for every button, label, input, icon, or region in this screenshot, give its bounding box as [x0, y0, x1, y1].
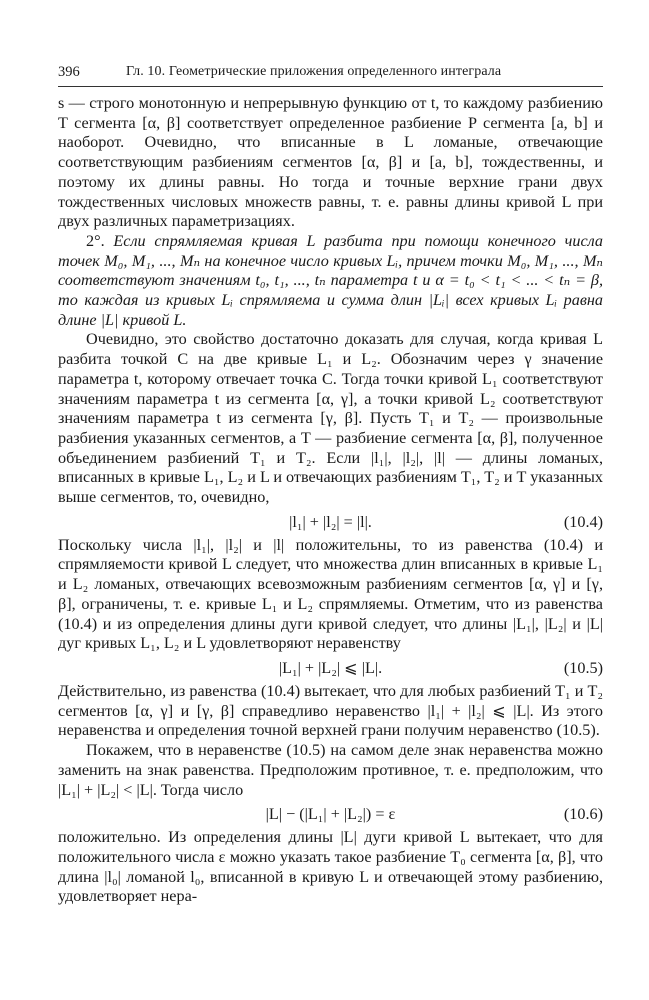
page-body	[58, 94, 603, 907]
equation-10-4	[58, 510, 603, 534]
paragraph-4: Поскольку числа |l₁|, |l₂| и |l| положительны, то из равенства (10.4) и спрямляемости кривой L следует, что множества длин вписанных в кривые L₁ и L₂ ломаных, отвечающих всевозможным разбиениям сегментов [α, γ] и [γ, β], ограничены, т. е. кривые L₁ и L₂ спрямляемы. Отметим, что из равенства (10.4) и из определения длины дуги кривой следует, что длины |L₁|, |L₂| и |L| дуг кривых L₁, L₂ и L удовлетворяют неравенству	[58, 535, 603, 653]
equation-number: (10.5)	[563, 658, 603, 677]
equation-10-5	[58, 656, 603, 680]
property-number: 2°.	[86, 231, 105, 250]
equation-number: (10.6)	[563, 805, 603, 824]
header-rule	[58, 86, 603, 87]
property-statement: Если спрямляемая кривая L разбита при помощи конечного числа точек M₀, M₁, ..., Mₙ на конечное число кривых Lᵢ, причем точки M₀, M₁, ..., Mₙ соответствуют значениям t₀, t₁, ..., tₙ параметра t и α = t₀ < t₁ < ... < tₙ = β, то каждая из кривых Lᵢ спрямляема и сумма длин |Lᵢ| всех кривых Lᵢ равна длине |L| кривой L.	[58, 231, 603, 329]
chapter-title: Гл. 10. Геометрические приложения определенного интеграла	[126, 64, 502, 79]
equation-formula: |L| − (|L₁| + |L₂|) = ε	[265, 805, 396, 824]
paragraph-6: Покажем, что в неравенстве (10.5) на самом деле знак неравенства можно заменить на знак равенства. Предположим противное, т. е. предположим, что |L₁| + |L₂| < |L|. Тогда число	[58, 741, 603, 799]
page-number: 396	[58, 64, 80, 80]
paragraph-1: s — строго монотонную и непрерывную функцию от t, то каждому разбиению T сегмента [α, β] соответствует определенное разбиение P сегмента [a, b] и наоборот. Очевидно, что вписанные в L ломаные, отвечающие соответствующим разбиениям сегментов [α, β] и [a, b], тождественны, и поэтому их длины равны. Но тогда и точные верхние грани двух тождественных числовых множеств равны, т. е. равны длины кривой L при двух различных параметризациях.	[58, 94, 603, 231]
equation-formula: |L₁| + |L₂| ⩽ |L|.	[278, 658, 383, 677]
equation-10-6	[58, 802, 603, 826]
running-header	[58, 62, 603, 88]
equation-number: (10.4)	[563, 512, 603, 531]
paragraph-2	[58, 232, 603, 331]
equation-formula: |l₁| + |l₂| = |l|.	[289, 512, 372, 531]
paragraph-5: Действительно, из равенства (10.4) вытекает, что для любых разбиений T₁ и T₂ сегментов [α, γ] и [γ, β] справедливо неравенство |l₁| + |l₂| ⩽ |L|. Из этого неравенства и определения точной верхней грани получим неравенство (10.5).	[58, 681, 603, 740]
paragraph-7: положительно. Из определения длины |L| дуги кривой L вытекает, что для положительного числа ε можно указать такое разбиение T₀ сегмента [α, β], что длина |l₀| ломаной l₀, вписанной в кривую L и отвечающей этому разбиению, удовлетворяет нера-	[58, 828, 603, 906]
page	[58, 62, 603, 907]
paragraph-3: Очевидно, это свойство достаточно доказать для случая, когда кривая L разбита точкой C на две кривые L₁ и L₂. Обозначим через γ значение параметра t, которому отвечает точка C. Тогда точки кривой L₁ соответствуют значениям параметра t из сегмента [α, γ], а точки кривой L₂ соответствуют значениям параметра t из сегмента [γ, β]. Пусть T₁ и T₂ — произвольные разбиения указанных сегментов, а T — разбиение сегмента [α, β], полученное объединением разбиений T₁ и T₂. Если |l₁|, |l₂|, |l| — длины ломаных, вписанных в кривые L₁, L₂ и L и отвечающих разбиениям T₁, T₂ и T указанных выше сегментов, то, очевидно,	[58, 330, 603, 507]
